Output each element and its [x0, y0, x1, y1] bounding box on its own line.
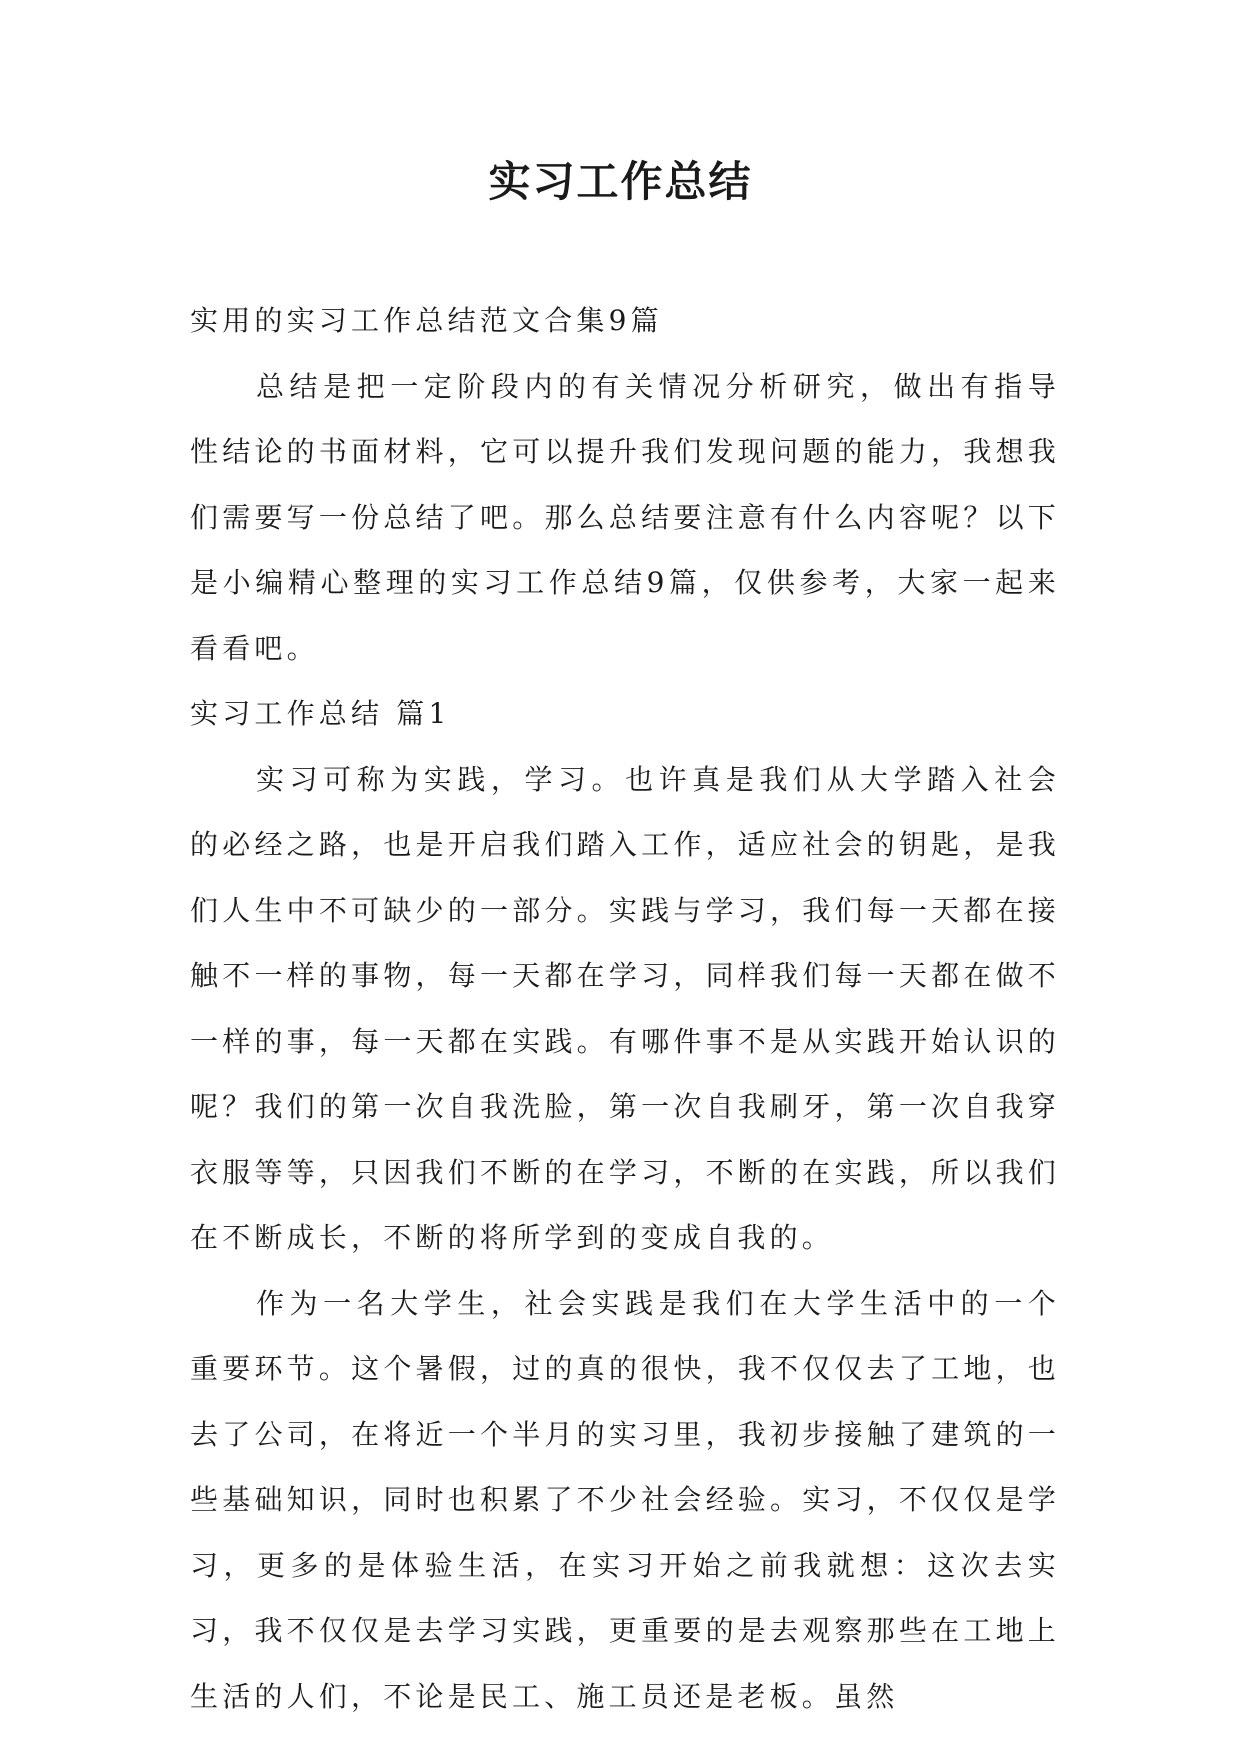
- document-body: [190, 288, 1060, 1729]
- intro-paragraph: 总结是把一定阶段内的有关情况分析研究，做出有指导性结论的书面材料，它可以提升我们发现问题的能力，我想我们需要写一份总结了吧。那么总结要注意有什么内容呢？以下是小编精心整理的实习工作总结9篇，仅供参考，大家一起来看看吧。: [190, 369, 1060, 665]
- document-title: 实习工作总结: [488, 157, 753, 206]
- section-heading: 实习工作总结 篇1: [190, 697, 451, 730]
- body-paragraph: 实习可称为实践，学习。也许真是我们从大学踏入社会的必经之路，也是开启我们踏入工作，适应社会的钥匙，是我们人生中不可缺少的一部分。实践与学习，我们每一天都在接触不一样的事物，每一天都在学习，同样我们每一天都在做不一样的事，每一天都在实践。有哪件事不是从实践开始认识的呢？我们的第一次自我洗脸，第一次自我刷牙，第一次自我穿衣服等等，只因我们不断的在学习，不断的在实践，所以我们在不断成长，不断的将所学到的变成自我的。: [190, 762, 1060, 1254]
- body-paragraph: 作为一名大学生，社会实践是我们在大学生活中的一个重要环节。这个暑假，过的真的很快，我不仅仅去了工地，也去了公司，在将近一个半月的实习里，我初步接触了建筑的一些基础知识，同时也积累了不少社会经验。实习，不仅仅是学习，更多的是体验生活，在实习开始之前我就想：这次去实习，我不仅仅是去学习实践，更重要的是去观察那些在工地上生活的人们，不论是民工、施工员还是老板。虽然: [190, 1286, 1060, 1713]
- document-subtitle: 实用的实习工作总结范文合集9篇: [190, 304, 663, 337]
